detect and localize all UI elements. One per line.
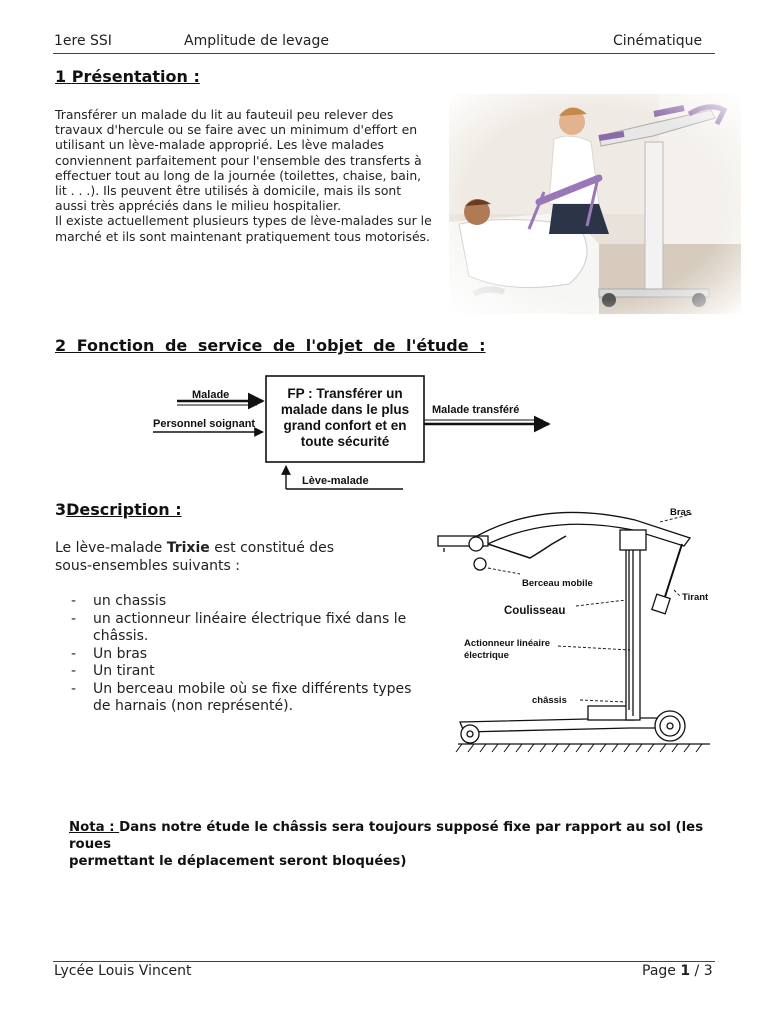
footer-rule [53,961,715,962]
patient-lift-photo [449,94,741,314]
section1-title: Présentation : [71,67,200,86]
section1-line: aussi très appréciés dans le milieu hospitalier. [55,198,342,214]
section1-line: lit . . .). Ils peuvent être utilisés à domicile, mais ils sont [55,183,402,199]
diagram-box-line: malade dans le plus [280,402,410,417]
figure-label-berceau: Berceau mobile [522,578,593,589]
diagram-box-line: FP : Transférer un [287,386,403,401]
section3-title: Description : [66,500,182,519]
diagram-support: Lève-malade [302,475,369,487]
section1-line: utilisant un lève-malade approprié. Les lève malades [55,137,384,153]
footer-page-label: Page [642,963,681,979]
section1-line: Il existe actuellement plusieurs types de lève-malades sur le [55,213,432,229]
nota-line1: Dans notre étude le châssis sera toujours supposé fixe par rapport au sol (les roues [69,820,704,852]
diagram-box-line: grand confort et en [283,418,407,433]
footer-page [642,963,713,979]
section1-number: 1 [55,67,67,86]
nota-line2: permettant le déplacement seront bloquées) [69,854,407,869]
section1-line: Transférer un malade du lit au fauteuil peu relever des [55,107,394,122]
figure-label-actionneur-2: électrique [464,650,509,661]
section1-line: travaux d'hercule ou se faire avec un minimum d'effort en [55,122,418,138]
function-diagram [145,372,560,496]
list-item: - un actionneur linéaire électrique fixé dans le châssis. [71,610,407,644]
section1-line: conviennent parfaitement pour l'ensemble des transferts à [55,152,422,168]
header-title: Amplitude de levage [184,33,330,49]
header-subject: Cinématique [613,33,703,49]
list-item: - Un bras [71,645,148,662]
intro-text: Le lève-malade [55,540,167,556]
section3-heading [55,500,182,519]
diagram-input-malade: Malade [192,389,230,401]
subassembly-list [55,593,435,716]
nota-block [69,819,709,870]
list-item: - un chassis [71,593,167,609]
section1-line: effectuer tout au long de la journée (toilettes, chaise, bain, [55,167,422,183]
section1-paragraph [55,107,445,244]
diagram-output: Malade transféré [432,404,520,416]
product-name: Trixie [166,540,210,556]
diagram-function-box [268,386,422,450]
list-item: - Un tirant [71,663,155,679]
figure-label-coulisseau: Coulisseau [504,605,566,617]
header-rule [53,53,715,54]
footer-page-total: / 3 [690,963,713,979]
figure-label-tirant: Tirant [682,592,709,603]
figure-label-chassis: châssis [532,695,567,706]
diagram-box-line: toute sécurité [300,434,390,449]
figure-label-bras: Bras [670,507,692,518]
section3-number: 3 [55,500,67,519]
section1-heading [55,67,200,86]
footer-school: Lycée Louis Vincent [54,963,192,979]
intro-text-end: est constitué des [209,540,335,556]
list-item: - Un berceau mobile où se fixe différents types de harnais (non représenté). [71,680,412,714]
intro-line2: sous-ensembles suivants : [55,557,240,574]
diagram-input-personnel: Personnel soignant [153,418,256,430]
section2-heading: 2 Fonction de service de l'objet de l'étude : [55,336,486,355]
figure-label-actionneur: Actionneur linéaire [464,638,551,649]
header-class: 1ere SSI [54,33,112,49]
nota-label: Nota : [69,820,120,835]
footer-page-current: 1 [680,963,691,979]
section1-line: marché et ils sont maintenant pratiquement tous motorisés. [55,228,430,244]
patient-lift-schematic [430,500,720,760]
section3-intro [55,540,425,575]
